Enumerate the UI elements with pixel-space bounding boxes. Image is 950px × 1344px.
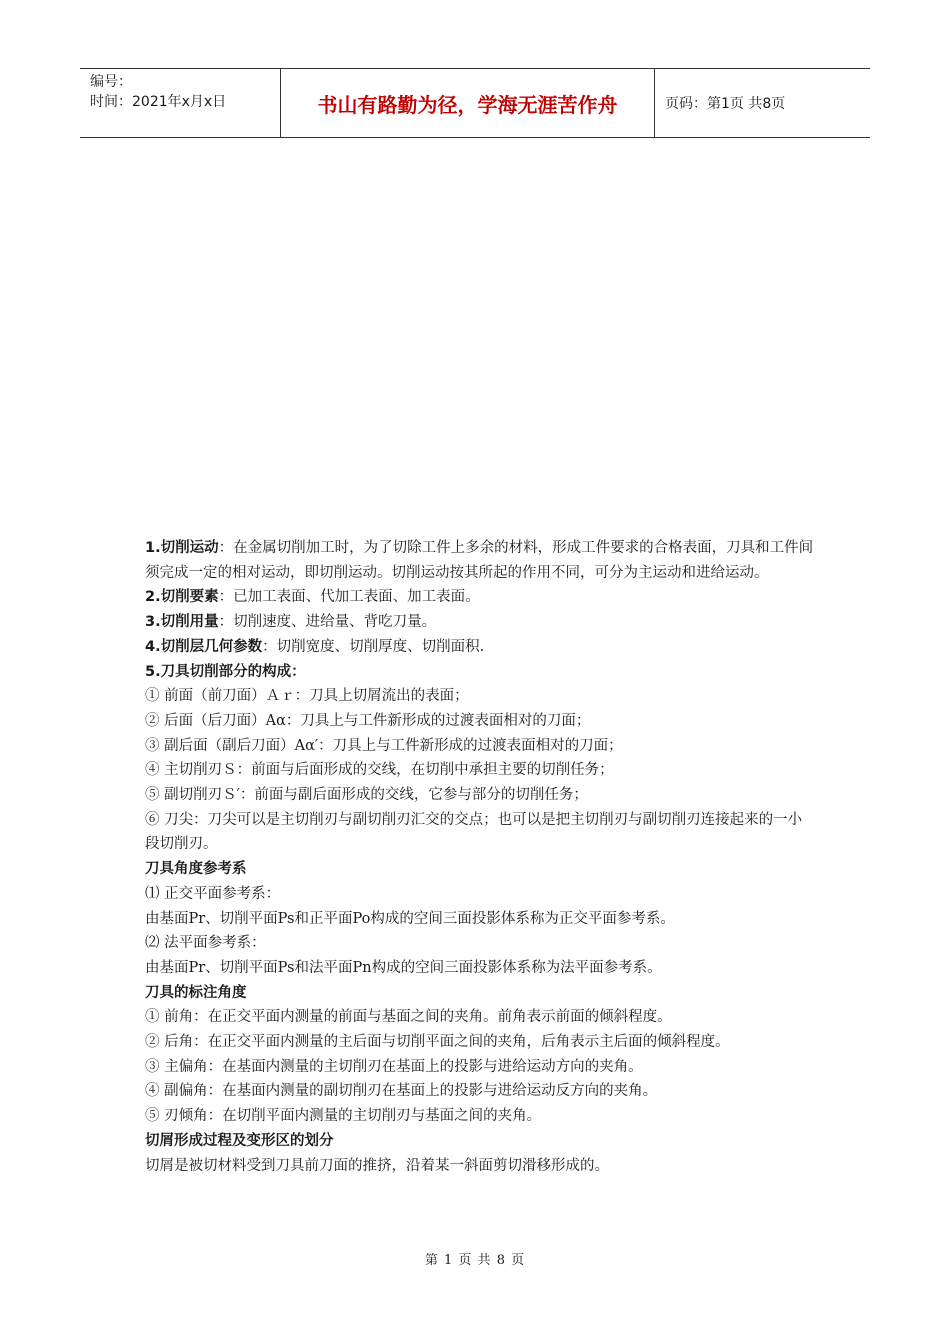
list-item: ③ 主偏角：在基面内测量的主切削刃在基面上的投影与进给运动方向的夹角。	[145, 1058, 643, 1075]
heading-reference-system: 刀具角度参考系	[145, 861, 247, 878]
heading-tool-parts: 5.刀具切削部分的构成：	[145, 663, 306, 680]
page-footer: 第 1 页 共 8 页	[424, 1253, 526, 1268]
list-item: 由基面Pr、切削平面Ps和法平面Pn构成的空间三面投影体系称为法平面参考系。	[145, 959, 662, 976]
paragraph-cutting-elements: 2.切削要素：已加工表面、代加工表面、加工表面。	[145, 589, 480, 606]
paragraph-cutting-motion: 1.切削运动：在金属切削加工时，为了切除工件上多余的材料，形成工件要求的合格表面，刀具和工件间须完成一定的相对运动，即切削运动。切削运动按其所起的作用不同，可分为主运动和进给运动。	[145, 540, 814, 581]
list-item: ⑥ 刀尖：刀尖可以是主切削刃与副切削刃汇交的交点；也可以是把主切削刃与副切削刃连接起来的一小段切削刃。	[145, 811, 803, 853]
paragraph-cutting-amount: 3.切削用量：切削速度、进给量、背吃刀量。	[145, 614, 437, 631]
list-item: ⑴ 正交平面参考系：	[145, 885, 281, 902]
number-label: 编号：	[90, 74, 132, 90]
list-item: ② 后角：在正交平面内测量的主后面与切削平面之间的夹角，后角表示主后面的倾斜程度。	[145, 1034, 730, 1051]
header-motto: 书山有路勤为径，学海无涯苦作舟	[281, 69, 655, 137]
list-item: ③ 副后面（副后刀面）Aα′：刀具上与工件新形成的过渡表面相对的刀面；	[145, 737, 623, 754]
list-item: ② 后面（后刀面）Aα：刀具上与工件新形成的过渡表面相对的刀面；	[145, 712, 591, 729]
list-item: ① 前面（前刀面）Ａｒ：刀具上切屑流出的表面；	[145, 688, 469, 705]
list-item: 由基面Pr、切削平面Ps和正平面Po构成的空间三面投影体系称为正交平面参考系。	[145, 910, 675, 927]
heading-cutting-amount: 3.切削用量	[145, 614, 219, 631]
heading-cutting-elements: 2.切削要素	[145, 589, 219, 606]
document-body	[145, 536, 815, 1178]
header-page-code: 页码：第1页 共8页	[665, 96, 786, 112]
heading-layer-geometry: 4.切削层几何参数	[145, 638, 263, 655]
list-item: ④ 主切削刃Ｓ：前面与后面形成的交线，在切削中承担主要的切削任务；	[145, 762, 614, 779]
paragraph-layer-geometry: 4.切削层几何参数：切削宽度、切削厚度、切削面积.	[145, 638, 485, 655]
list-item: ⑵ 法平面参考系：	[145, 935, 266, 952]
list-item: ⑤ 刃倾角：在切削平面内测量的主切削刃与基面之间的夹角。	[145, 1108, 542, 1125]
paragraph-chip-formation: 切屑是被切材料受到刀具前刀面的推挤，沿着某一斜面剪切滑移形成的。	[145, 1157, 609, 1174]
header-meta	[80, 69, 281, 137]
page-header	[80, 68, 870, 138]
list-item: ① 前角：在正交平面内测量的前面与基面之间的夹角。前角表示前面的倾斜程度。	[145, 1009, 672, 1026]
heading-chip-formation: 切屑形成过程及变形区的划分	[145, 1132, 334, 1149]
heading-tool-angles: 刀具的标注角度	[145, 984, 247, 1001]
list-item: ⑤ 副切削刃Ｓ′：前面与副后面形成的交线，它参与部分的切削任务；	[145, 787, 588, 804]
list-item: ④ 副偏角：在基面内测量的副切削刃在基面上的投影与进给运动反方向的夹角。	[145, 1083, 658, 1100]
time-label: 时间：2021年x月x日	[90, 94, 227, 110]
heading-cutting-motion: 1.切削运动	[145, 540, 219, 556]
